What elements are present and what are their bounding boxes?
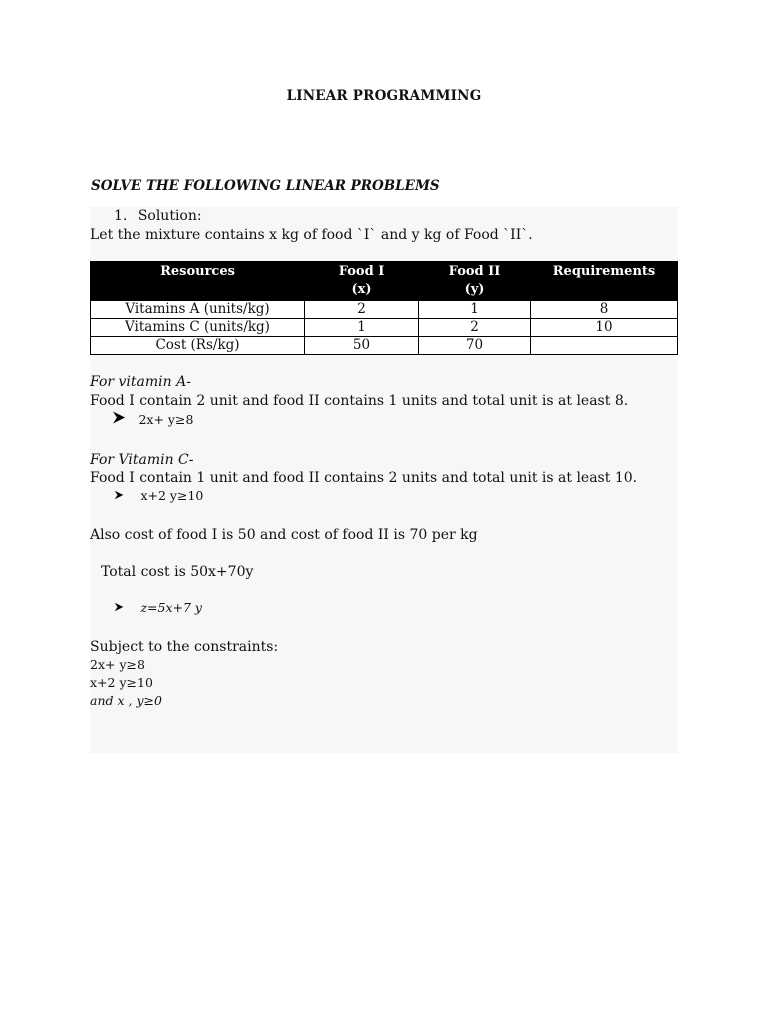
table-row (91, 301, 678, 319)
table-cell: 8 (531, 301, 678, 319)
page-title: LINEAR PROGRAMMING (286, 88, 482, 104)
resources-table (90, 261, 678, 355)
table-row (91, 319, 678, 337)
table-cell: 10 (531, 319, 678, 337)
table-cell: Cost (Rs/kg) (91, 337, 305, 355)
table-cell: Vitamins C (units/kg) (91, 319, 305, 337)
header-requirements: Requirements (531, 262, 678, 301)
vitamin-c-inequality: x+2 y≥10 (140, 488, 204, 503)
vitamin-a-label: For vitamin A- (90, 374, 191, 390)
header-resources: Resources (91, 262, 305, 301)
arrowhead-bullet-icon (114, 600, 136, 616)
constraint-1: 2x+ y≥8 (90, 657, 145, 672)
objective-row (114, 600, 202, 616)
table-cell: 1 (419, 301, 531, 319)
intro-text: Let the mixture contains x kg of food `I` and y kg of Food `II`. (90, 227, 533, 243)
cost-text: Also cost of food I is 50 and cost of food II is 70 per kg (90, 527, 478, 543)
total-cost-text: Total cost is 50x+70y (101, 564, 254, 580)
table-cell: 1 (305, 319, 419, 337)
vitamin-c-inequality-row (114, 488, 203, 504)
table-row (91, 337, 678, 355)
constraint-3: and x , y≥0 (90, 693, 162, 708)
constraints-label: Subject to the constraints: (90, 639, 279, 655)
vitamin-c-text: Food I contain 1 unit and food II contains 2 units and total unit is at least 10. (90, 470, 638, 486)
arrowhead-bullet-icon (114, 488, 136, 504)
vitamin-c-label: For Vitamin C- (90, 452, 194, 468)
table-cell: 70 (419, 337, 531, 355)
constraint-2: x+2 y≥10 (90, 675, 153, 690)
vitamin-a-text: Food I contain 2 unit and food II contains 1 units and total unit is at least 8. (90, 393, 629, 409)
arrowhead-bullet-icon (112, 411, 134, 428)
table-cell: Vitamins A (units/kg) (91, 301, 305, 319)
table-cell (531, 337, 678, 355)
table-cell: 2 (419, 319, 531, 337)
objective-function: z=5x+7 y (140, 600, 202, 615)
table-header-row (91, 262, 678, 301)
vitamin-a-inequality-row (112, 411, 193, 428)
section-heading: SOLVE THE FOLLOWING LINEAR PROBLEMS (91, 178, 440, 194)
table-cell: 2 (305, 301, 419, 319)
list-item-solution (114, 208, 202, 224)
list-label: Solution: (137, 208, 202, 224)
vitamin-a-inequality: 2x+ y≥8 (138, 412, 194, 427)
table-cell: 50 (305, 337, 419, 355)
list-number: 1. (114, 208, 128, 224)
header-food-1: Food I (x) (305, 262, 419, 301)
header-food-2: Food II (y) (419, 262, 531, 301)
